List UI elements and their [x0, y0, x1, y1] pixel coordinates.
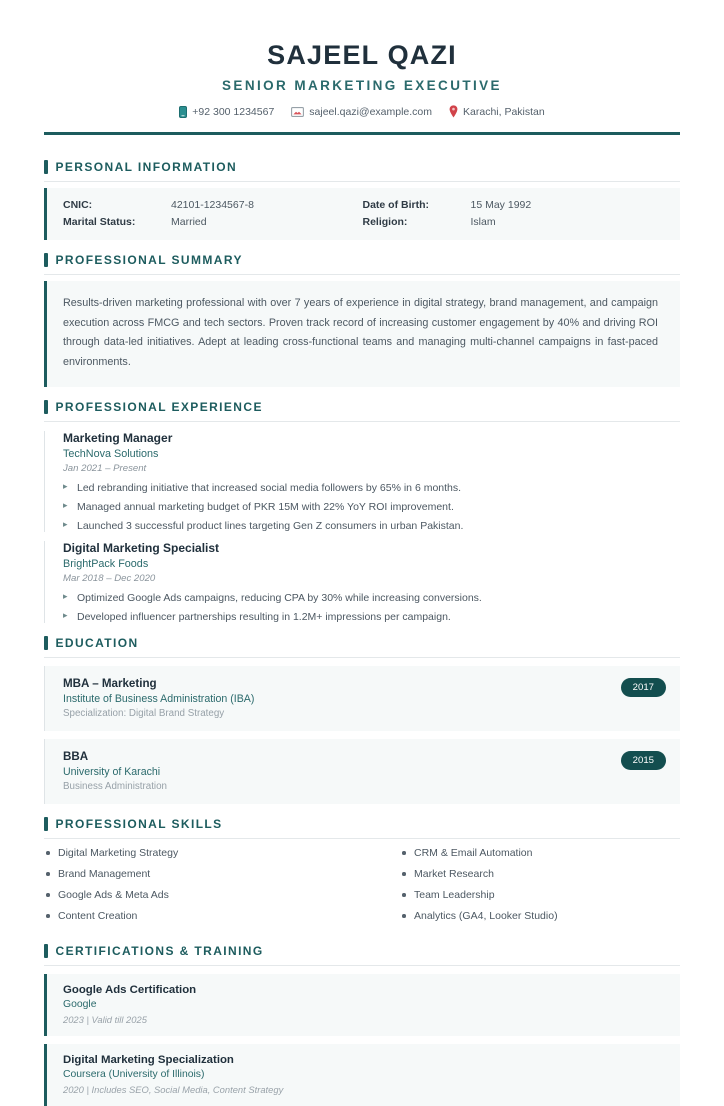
certification-entry: [44, 1044, 680, 1106]
experience-bullet-list: [63, 482, 680, 532]
list-item: ▸ Managed annual marketing budget of PKR 15M with 22% YoY ROI improvement.: [63, 501, 680, 513]
location-pin-icon: [449, 105, 458, 118]
list-item: ▸ Launched 3 successful product lines targeting Gen Z consumers in urban Pakistan.: [63, 520, 680, 532]
skills-grid: [44, 839, 680, 931]
section-title: PERSONAL INFORMATION: [55, 159, 238, 174]
certification-meta: 2023 | Valid till 2025: [63, 1014, 147, 1026]
section-accent-bar: [44, 636, 48, 650]
experience-entry: [44, 541, 680, 623]
education-school: Institute of Business Administration (IBA): [63, 693, 255, 706]
education-entry-text: [63, 677, 254, 719]
summary-box: [44, 281, 680, 388]
section-rule: [44, 421, 680, 422]
header-divider: [44, 132, 680, 135]
experience-bullet-list: [63, 592, 680, 623]
contact-row: [44, 105, 680, 118]
contact-location-text: Karachi, Pakistan: [463, 105, 545, 118]
section-rule: [44, 657, 680, 658]
info-label: Religion:: [362, 215, 408, 228]
skills-column-left: [44, 847, 350, 931]
info-value: Islam: [470, 215, 496, 228]
section-title: PROFESSIONAL EXPERIENCE: [55, 400, 263, 415]
resume-header: [44, 40, 680, 147]
education-specialization: Business Administration: [63, 781, 168, 793]
education-entry: [44, 739, 680, 804]
certification-meta: 2020 | Includes SEO, Social Media, Content Strategy: [63, 1084, 284, 1096]
contact-email[interactable]: [291, 106, 432, 118]
list-item: ▸ Optimized Google Ads campaigns, reducing CPA by 30% while increasing conversions.: [63, 592, 680, 604]
section-education: [44, 636, 680, 804]
section-professional-skills: [44, 817, 680, 931]
contact-location[interactable]: [449, 105, 545, 118]
certification-name: Google Ads Certification: [63, 984, 197, 997]
section-heading: [44, 160, 680, 181]
experience-organization: TechNova Solutions: [63, 448, 159, 461]
section-professional-summary: [44, 253, 680, 388]
list-item: Digital Marketing Strategy: [44, 847, 350, 859]
list-item: CRM & Email Automation: [400, 847, 680, 859]
list-item: Content Creation: [44, 910, 350, 922]
certification-entry: [44, 974, 680, 1036]
section-accent-bar: [44, 944, 48, 958]
certification-name: Digital Marketing Specialization: [63, 1054, 234, 1067]
section-accent-bar: [44, 817, 48, 831]
section-certifications: [44, 944, 680, 1106]
list-item: Team Leadership: [400, 889, 680, 901]
info-field-marital-status: [63, 216, 363, 228]
education-year-badge: 2017: [621, 678, 666, 697]
list-item: ▸ Developed influencer partnerships resulting in 1.2M+ impressions per campaign.: [63, 611, 680, 623]
section-rule: [44, 965, 680, 966]
info-label: Date of Birth:: [362, 198, 429, 211]
info-value: 42101-1234567-8: [171, 198, 254, 211]
section-heading: [44, 944, 680, 965]
contact-phone[interactable]: [179, 106, 274, 118]
section-title: PROFESSIONAL SUMMARY: [55, 252, 243, 267]
contact-email-text: sajeel.qazi@example.com: [309, 105, 433, 118]
section-title: EDUCATION: [55, 636, 139, 651]
section-heading: [44, 817, 680, 838]
skills-column-right: [374, 847, 680, 931]
list-item: Analytics (GA4, Looker Studio): [400, 910, 680, 922]
certification-issuer: Coursera (University of Illinois): [63, 1069, 205, 1081]
info-label: Marital Status:: [63, 215, 136, 228]
section-title: CERTIFICATIONS & TRAINING: [55, 944, 264, 959]
info-field-religion: [363, 216, 663, 228]
experience-entry: [44, 431, 680, 532]
info-value: Married: [171, 215, 207, 228]
info-label: CNIC:: [63, 198, 93, 211]
list-item: Brand Management: [44, 868, 350, 880]
section-personal-information: [44, 160, 680, 240]
section-heading: [44, 636, 680, 657]
section-rule: [44, 274, 680, 275]
education-entry: [44, 666, 680, 731]
summary-text: Results-driven marketing professional with over 7 years of experience in digital strategy, brand management, and campaign execution across FMCG and tech sectors. Proven track record of increasing customer engagement by 40% and driving ROI through data-led initiatives. Adept at leading cross-functional teams and managing multi-channel campaigns in fast-paced environments.: [63, 296, 658, 369]
section-heading: [44, 253, 680, 274]
phone-icon: [179, 106, 187, 118]
education-school: University of Karachi: [63, 766, 161, 779]
page-title: SAJEEL QAZI: [267, 40, 457, 70]
experience-organization: BrightPack Foods: [63, 558, 149, 571]
education-degree: MBA – Marketing: [63, 677, 157, 691]
section-professional-experience: [44, 400, 680, 623]
email-icon: [291, 107, 304, 117]
list-item: ▸ Led rebranding initiative that increased social media followers by 65% in 6 months.: [63, 482, 680, 494]
info-field-date-of-birth: [363, 199, 663, 211]
job-title-subheading: SENIOR MARKETING EXECUTIVE: [222, 78, 502, 94]
info-field-cnic: [63, 199, 363, 211]
personal-info-box: [44, 188, 680, 240]
section-accent-bar: [44, 400, 48, 414]
experience-role: Digital Marketing Specialist: [63, 541, 220, 556]
section-title: PROFESSIONAL SKILLS: [55, 817, 223, 832]
contact-phone-text: +92 300 1234567: [192, 105, 275, 118]
education-entry-text: [63, 750, 167, 792]
experience-dates: Jan 2021 – Present: [63, 463, 147, 475]
section-accent-bar: [44, 253, 48, 267]
section-rule: [44, 181, 680, 182]
list-item: Google Ads & Meta Ads: [44, 889, 350, 901]
info-value: 15 May 1992: [470, 198, 532, 211]
section-accent-bar: [44, 160, 48, 174]
education-specialization: Specialization: Digital Brand Strategy: [63, 708, 225, 720]
education-degree: BBA: [63, 750, 89, 764]
section-heading: [44, 400, 680, 421]
list-item: Market Research: [400, 868, 680, 880]
education-year-badge: 2015: [621, 751, 666, 770]
experience-dates: Mar 2018 – Dec 2020: [63, 573, 156, 585]
certification-issuer: Google: [63, 999, 97, 1011]
experience-role: Marketing Manager: [63, 431, 173, 446]
